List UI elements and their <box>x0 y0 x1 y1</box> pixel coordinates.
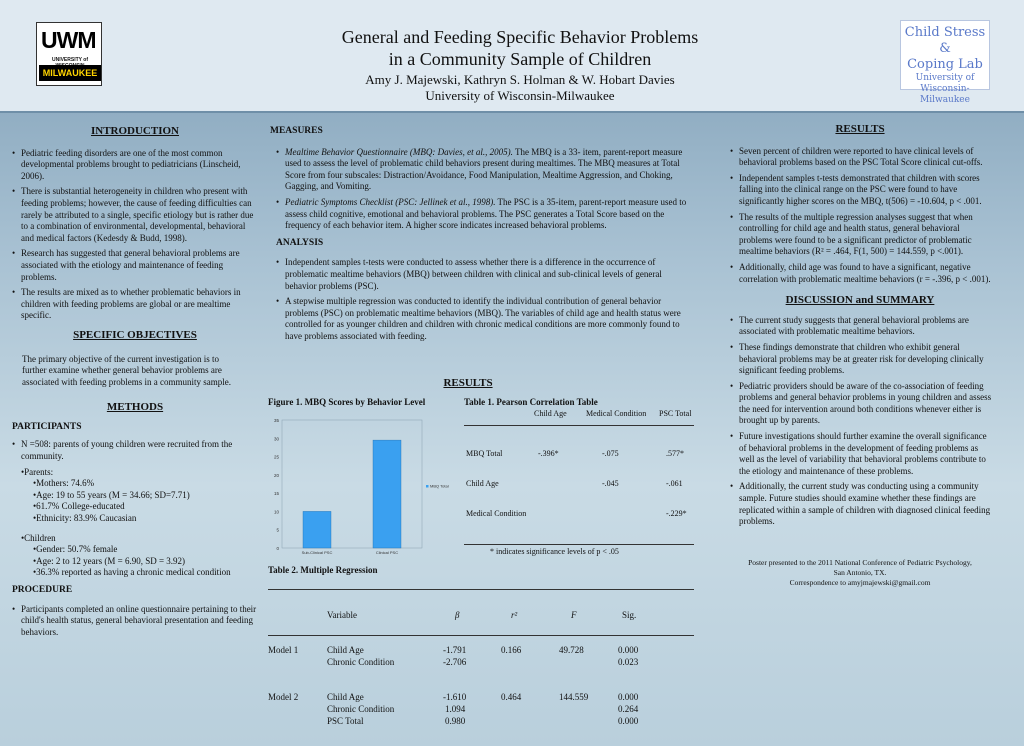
table-2-header: β <box>455 610 460 620</box>
bar <box>303 511 331 548</box>
table-2-variable: PSC Total <box>327 716 364 726</box>
y-tick-label: 0 <box>276 546 279 551</box>
list-item: • These findings demonstrate that children who exhibit general behavioral problems may be at greater risk for developing clinically significant feeding problems. <box>730 342 994 377</box>
list-item: • N =508: parents of young children were recruited from the community. <box>12 439 258 462</box>
list-item: • There is substantial heterogeneity in children who present with feeding problems; however, the cause of feeding difficulties can rarely be attributed to a single, specific etiology but is rather due to a combination of environmental, developmental, behavioral and medical factors (Kedesdy & Budd, 1998). <box>12 186 258 244</box>
table-2-header: F <box>571 610 577 620</box>
table-1-cell: -.075 <box>602 449 619 458</box>
table-2-rule <box>268 589 694 590</box>
y-tick-label: 15 <box>273 491 279 497</box>
lab-logo-line2: Coping Lab <box>907 57 983 72</box>
list-item: • Pediatric providers should be aware of the co-association of feeding problems and general behavior problems in young children and assess the need for intervention around both conditions whenever either is brought up by parents. <box>730 381 994 427</box>
parents-label: •Parents: <box>21 466 54 477</box>
title-line-2: in a Community Sample of Children <box>388 49 652 69</box>
table-2-beta: 0.980 <box>445 716 466 726</box>
list-item: • The current study suggests that general behavioral problems are associated with problematic mealtime behaviors. <box>730 315 994 338</box>
table-1-row-label: Medical Condition <box>466 509 527 518</box>
list-item: • Additionally, child age was found to have a significant, negative correlation with problematic mealtime behaviors (r = -.396, p < .001). <box>730 262 994 285</box>
procedure-heading: PROCEDURE <box>12 585 73 595</box>
table-2-beta: 1.094 <box>445 704 466 714</box>
psc-title: Pediatric Symptoms Checklist (PSC: Jellinek et al., 1998). <box>285 196 496 207</box>
table-2-model-label: Model 1 <box>268 645 299 655</box>
list-item: • Independent samples t-tests were conducted to assess whether there is a difference in the occurrence of problematic mealtime behaviors (MBQ) between children with clinical and sub-clinical levels of general behavior problems (PSC). <box>276 257 694 292</box>
poster-title <box>240 26 800 104</box>
introduction-list <box>12 148 258 322</box>
y-tick-label: 10 <box>273 509 279 515</box>
table-2-rule <box>268 635 694 636</box>
table-1-footnote: * indicates significance levels of p < .05 <box>490 547 619 556</box>
y-tick-label: 20 <box>273 472 279 478</box>
table-1-cell: .577* <box>666 449 684 458</box>
x-tick-label: Clinical PSC <box>375 550 399 555</box>
discussion-list <box>726 315 994 528</box>
y-tick-label: 35 <box>273 418 279 423</box>
table-1-cell: -.396* <box>538 449 559 458</box>
poster-header <box>0 0 1024 113</box>
parents-item: •Age: 19 to 55 years (M = 34.66; SD=7.71) <box>33 489 190 500</box>
list-item: • A stepwise multiple regression was conducted to identify the individual contribution of general behavior problems (PSC) on problematic mealtime behaviors (MBQ). The variables of child age and health status were controlled for as younger children and children with chronic medical conditions are more commonly found to have problems associated with feeding. <box>276 296 694 342</box>
psc-text: The PSC is a 35-item, parent-report measure used to assess child cognitive, emotional and behavioral problems. The PSC generates a Total Score based on the frequency of each behavior item. A higher score indicates increased behavioral problems. <box>285 196 687 231</box>
table-2-model-label: Model 2 <box>268 692 299 702</box>
list-item <box>276 197 694 232</box>
uwm-logo-band: MILWAUKEE <box>39 65 101 81</box>
table-2-variable: Chronic Condition <box>327 704 395 714</box>
discussion-heading: DISCUSSION and SUMMARY <box>785 294 935 307</box>
list-item: • Additionally, the current study was conducting using a community sample. Future studies should examine whether these findings are replicated within a sample of children with diagnosed clinical feeding problems. <box>730 481 994 527</box>
table-2-sig: 0.023 <box>618 657 639 667</box>
mbq-title: Mealtime Behavior Questionnaire (MBQ: Davies, et al., 2005). <box>285 146 513 157</box>
legend-label: MBQ Total <box>430 483 449 489</box>
uwm-logo-text: UWM <box>41 27 96 53</box>
table-2-f: 49.728 <box>559 645 584 655</box>
table-2-beta: -1.610 <box>443 692 467 702</box>
middle-column <box>270 126 694 347</box>
table-2-r2: 0.464 <box>501 692 522 702</box>
table-2-r2: 0.166 <box>501 645 522 655</box>
table-2-header: Sig. <box>622 610 637 620</box>
footer-note <box>726 558 994 588</box>
lab-logo-line1: Child Stress & <box>904 25 986 56</box>
children-item: •Age: 2 to 12 years (M = 6.90, SD = 3.92) <box>33 555 186 566</box>
right-column <box>726 124 994 588</box>
table-1-cell: -.045 <box>602 479 619 488</box>
table-1-row-label: MBQ Total <box>466 449 503 458</box>
table-1-rule <box>464 425 694 426</box>
objectives-heading: SPECIFIC OBJECTIVES <box>73 328 197 341</box>
methods-heading: METHODS <box>106 401 164 414</box>
footer-line: Poster presented to the 2011 National Conference of Pediatric Psychology, <box>748 557 972 567</box>
list-item: • Independent samples t-tests demonstrated that children with scores falling into the clinical range on the PSC were found to have significantly higher scores on the MBQ, t(506) = -10.604, p < .001. <box>730 173 994 208</box>
children-label: •Children <box>21 532 56 543</box>
list-item: • Participants completed an online questionnaire pertaining to their child's health status, general behavioral presentation and feeding behaviors. <box>12 604 258 639</box>
participants-heading: PARTICIPANTS <box>12 421 82 432</box>
authors: Amy J. Majewski, Kathryn S. Holman & W. Hobart Davies <box>365 72 675 87</box>
table-1-col-header: PSC Total <box>659 409 692 418</box>
procedure-list <box>12 604 258 639</box>
results-heading-right: RESULTS <box>835 123 885 135</box>
participants-list <box>12 439 258 462</box>
y-tick-label: 30 <box>273 436 279 442</box>
children-item: •36.3% reported as having a chronic medical condition <box>33 567 231 578</box>
y-tick-label: 5 <box>276 527 279 533</box>
table-2 <box>268 565 696 740</box>
table-2-sig: 0.264 <box>618 704 639 714</box>
table-2-beta: -1.791 <box>443 645 467 655</box>
table-2-header: Variable <box>327 610 357 620</box>
table-1-col-header: Child Age <box>534 409 567 418</box>
list-item: • The results of the multiple regression analyses suggest that when controlling for child age and health status, general behavioral problems were found to be a significant predictor of problematic mealtime behaviors (R² = .464, F(1, 500) = 144.559, p <.001). <box>730 212 994 258</box>
table-2-sig: 0.000 <box>618 645 639 655</box>
figure-1-caption: Figure 1. MBQ Scores by Behavior Level <box>268 397 426 407</box>
table-1-cell: -.229* <box>666 509 687 518</box>
uwm-logo <box>36 22 102 86</box>
left-column <box>12 126 258 642</box>
table-1-cell: -.061 <box>666 479 683 488</box>
uwm-logo-sub: UNIVERSITY of <box>51 57 89 63</box>
y-tick-label: 25 <box>273 454 279 460</box>
table-2-beta: -2.706 <box>443 657 467 667</box>
parents-item: •Mothers: 74.6% <box>33 478 95 489</box>
objectives-text: The primary objective of the current investigation is to further examine whether general behavior problems are associated with feeding problems in a community sample. <box>22 353 231 387</box>
table-1-col-header: Medical Condition <box>586 409 647 418</box>
footer-line: San Antonio, TX. <box>833 567 887 577</box>
table-1-row-label: Child Age <box>466 479 499 488</box>
list-item: • Seven percent of children were reported to have clinical levels of behavioral problems based on the PSC Total Score clinical cut-offs. <box>730 146 994 169</box>
parents-item: •61.7% College-educated <box>33 501 125 512</box>
table-2-f: 144.559 <box>559 692 589 702</box>
list-item: • Future investigations should further examine the overall significance of behavioral problems in the development of feeding problems as well as the level of variability that behavioral problems contribute to the etiology and maintenance of these problems. <box>730 431 994 477</box>
parents-block <box>12 467 258 579</box>
table-2-sig: 0.000 <box>618 692 639 702</box>
parents-item: •Ethnicity: 83.9% Caucasian <box>33 513 137 524</box>
legend-swatch <box>426 485 429 488</box>
list-item: • Research has suggested that general behavioral problems are associated with the etiology and maintenance of feeding problems. <box>12 248 258 283</box>
table-1 <box>464 397 696 557</box>
table-2-variable: Child Age <box>327 645 364 655</box>
results-list <box>726 146 994 286</box>
mbq-text: The MBQ is a 33- item, parent-report measure used to assess the level of problematic child behaviors present during mealtimes. The MBQ measures at Total Score from four subscales: Distraction/Avoidance, Food Manipulation, Mealtime Aggression, and Choking, Gagging, and Vomiting. <box>285 146 683 192</box>
table-1-rule <box>464 544 694 545</box>
lab-logo-line3: University of <box>915 73 975 83</box>
table-2-variable: Child Age <box>327 692 364 702</box>
bar <box>373 440 401 548</box>
list-item: • The results are mixed as to whether problematic behaviors in children with feeding problems are global or are mealtime specific. <box>12 287 258 322</box>
footer-line: Correspondence to amyjmajewski@gmail.com <box>789 577 931 587</box>
results-heading-middle: RESULTS <box>443 377 493 389</box>
lab-logo-line4: Wisconsin-Milwaukee <box>920 84 970 105</box>
table-1-caption: Table 1. Pearson Correlation Table <box>464 397 598 407</box>
introduction-heading: INTRODUCTION <box>90 125 179 137</box>
lab-logo <box>900 20 990 105</box>
affiliation: University of Wisconsin-Milwaukee <box>425 88 615 103</box>
list-item <box>276 147 694 193</box>
analysis-list <box>270 257 694 342</box>
title-line-1: General and Feeding Specific Behavior Problems <box>341 27 699 47</box>
list-item: • Pediatric feeding disorders are one of the most common developmental problems brought to pediatricians (Linscheid, 2006). <box>12 148 258 183</box>
table-2-sig: 0.000 <box>618 716 639 726</box>
mbq-bar-chart <box>268 412 458 567</box>
x-tick-label: Sub-Clinical PSC <box>301 550 333 555</box>
measures-list <box>270 147 694 232</box>
children-item: •Gender: 50.7% female <box>33 544 118 555</box>
table-2-variable: Chronic Condition <box>327 657 395 667</box>
table-2-caption: Table 2. Multiple Regression <box>268 565 378 575</box>
figure-1 <box>268 397 458 567</box>
measures-heading: MEASURES <box>270 126 323 136</box>
analysis-heading: ANALYSIS <box>276 237 324 248</box>
table-2-header: r² <box>511 610 518 620</box>
